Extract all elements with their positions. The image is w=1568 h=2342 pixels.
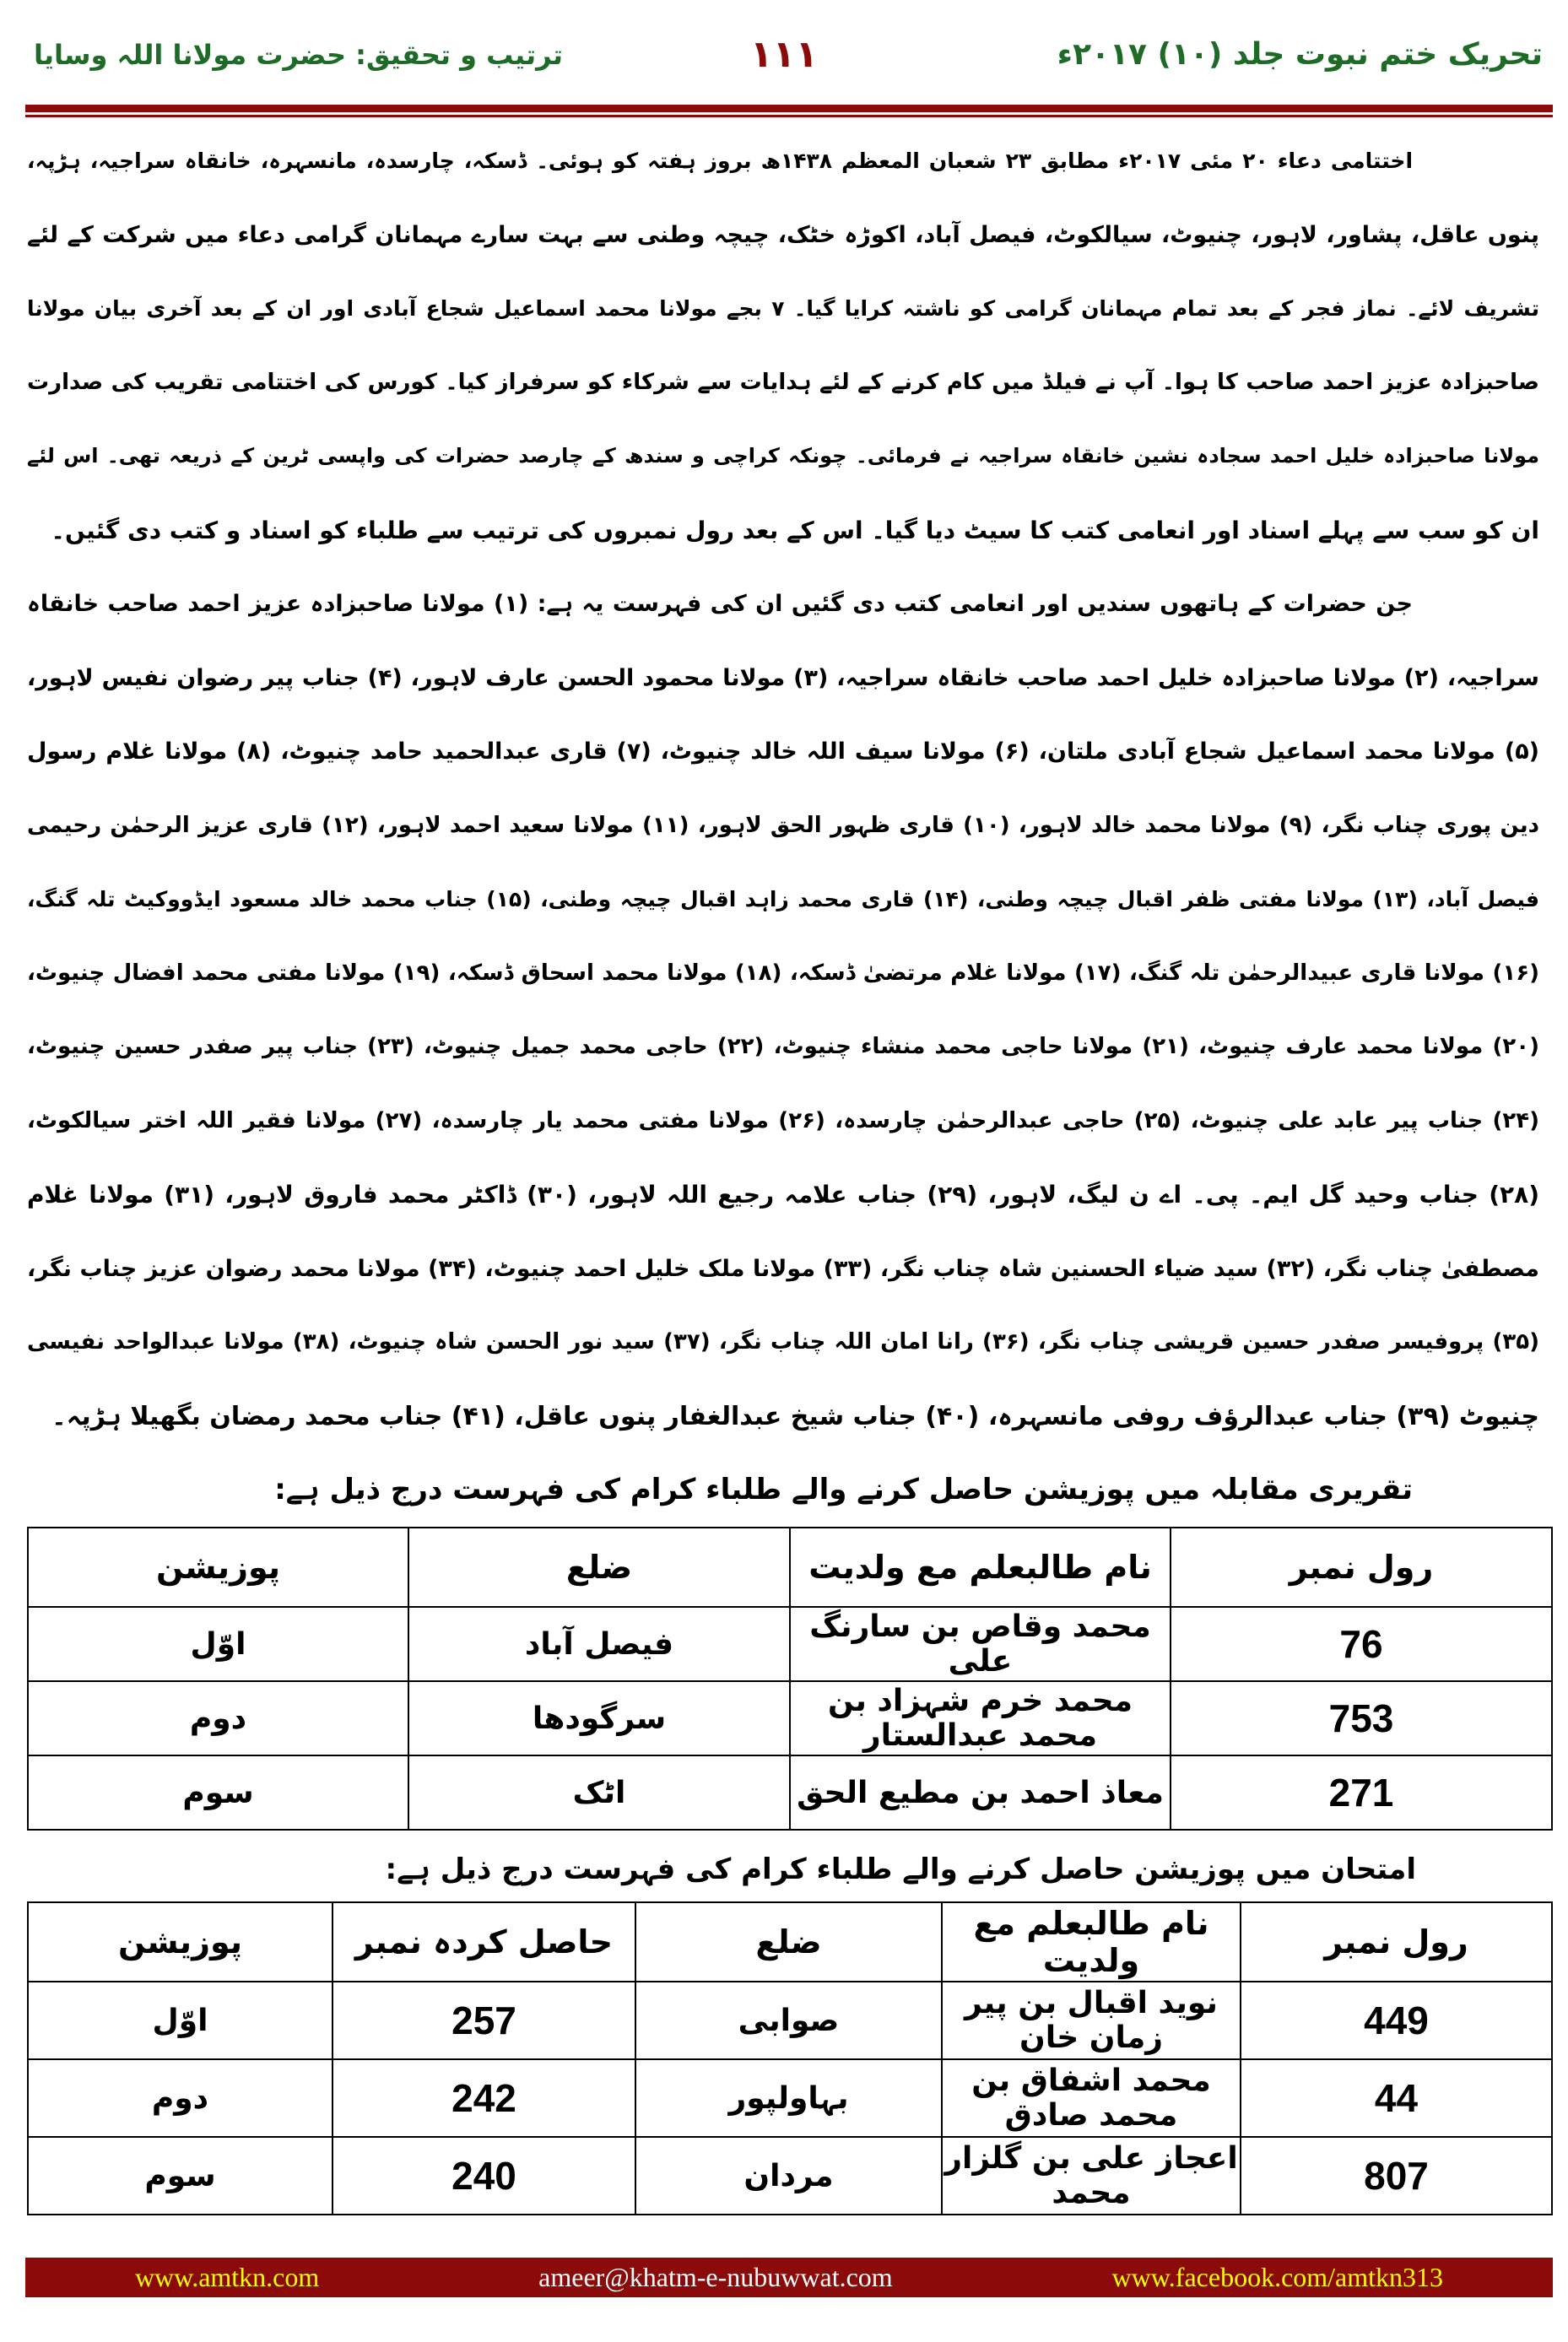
roll-number: 807	[1241, 2137, 1552, 2215]
student-name: اعجاز علی بن گلزار محمد	[942, 2137, 1241, 2215]
header-student-name: نام طالبعلم مع ولدیت	[942, 1902, 1241, 1982]
text-line: اختتامی دعاء ۲۰ مئی ۲۰۱۷ء مطابق ۲۳ شعبان المعظم ۱۴۳۸ھ بروز ہفتہ کو ہوئی۔ ڈسکہ، چارسدہ، مانسہرہ، خانقاہ سراجیہ، ہڑپہ،	[27, 149, 1414, 173]
roll-number: 44	[1241, 2059, 1552, 2137]
header-position: پوزیشن	[28, 1902, 333, 1982]
exam-results-table	[27, 1901, 1553, 2215]
text-line: صاحبزادہ عزیز احمد صاحب کا ہوا۔ آپ نے فیلڈ میں کام کرنے کے لئے ہدایات سے شرکاء کو سرفراز کیا۔ کورس کی اختتامی تقریب کی صدارت	[27, 369, 1539, 395]
text-line: (۲۰) مولانا محمد عارف چنیوٹ، (۲۱) مولانا حاجی محمد منشاء چنیوٹ، (۲۲) حاجی محمد جمیل چنیوٹ، (۲۳) جناب پیر صفدر حسین چنیوٹ،	[27, 1034, 1539, 1059]
journal-title: تحریک ختم نبوت جلد (۱۰) ۲۰۱۷ء	[1057, 37, 1543, 72]
student-name: معاذ احمد بن مطیع الحق	[790, 1755, 1171, 1830]
text-line: (۲۸) جناب وحید گل ایم۔ پی۔ اے ن لیگ، لاہور، (۲۹) جناب علامہ رجیع اللہ لاہور، (۳۰) ڈاکٹر محمد فاروق لاہور، (۳۱) مولانا غلام	[27, 1181, 1539, 1209]
roll-number: 76	[1171, 1607, 1552, 1681]
district: مردان	[635, 2137, 942, 2215]
position: سوم	[28, 1755, 408, 1830]
text-line: (۳۵) پروفیسر صفدر حسین قریشی چناب نگر، (۳۶) رانا امان اللہ چناب نگر، (۳۷) سید نور الحسن شاہ چنیوٹ، (۳۸) مولانا عبدالواحد نفیسی	[27, 1329, 1539, 1355]
marks: 242	[333, 2059, 635, 2137]
table-row	[28, 1607, 1552, 1681]
roll-number: 271	[1171, 1755, 1552, 1830]
position: سوم	[28, 2137, 333, 2215]
table-row	[28, 1681, 1552, 1755]
facebook-link[interactable]: www.facebook.com/amtkn313	[1111, 2262, 1444, 2292]
position: دوم	[28, 2059, 333, 2137]
text-line: مولانا صاحبزادہ خلیل احمد سجادہ نشین خانقاہ سراجیہ نے فرمائی۔ چونکہ کراچی و سندھ کے چارصد حضرات کی واپسی ٹرین کے ذریعہ تھی۔ اس لئے	[27, 444, 1539, 468]
website-link[interactable]: www.amtkn.com	[134, 2262, 320, 2292]
table-row	[28, 2059, 1552, 2137]
speech-table-intro: تقریری مقابلہ میں پوزیشن حاصل کرنے والے طلباء کرام کی فہرست درج ذیل ہے:	[274, 1473, 1413, 1506]
marks: 257	[333, 1982, 635, 2059]
position: اوّل	[28, 1607, 408, 1681]
student-name: محمد وقاص بن سارنگ علی	[790, 1607, 1171, 1681]
text-line: (۵) مولانا محمد اسماعیل شجاع آبادی ملتان، (۶) مولانا سیف اللہ خالد چنیوٹ، (۷) قاری عبدالحمید حامد چنیوٹ، (۸) مولانا غلام رسول	[27, 738, 1539, 765]
roll-number: 753	[1171, 1681, 1552, 1755]
district: صوابی	[635, 1982, 942, 2059]
position: دوم	[28, 1681, 408, 1755]
text-line: ان کو سب سے پہلے اسناد اور انعامی کتب کا سیٹ دیا گیا۔ اس کے بعد رول نمبروں کی ترتیب سے طلباء کو اسناد و کتب دی گئیں۔	[51, 516, 1539, 544]
header-roll-number: رول نمبر	[1241, 1902, 1552, 1982]
header-position: پوزیشن	[28, 1528, 408, 1607]
text-line: (۲۴) جناب پیر عابد علی چنیوٹ، (۲۵) حاجی عبدالرحمٰن چارسدہ، (۲۶) مولانا مفتی محمد یار چارسدہ، (۲۷) مولانا فقیر اللہ اختر سیالکوٹ،	[27, 1107, 1539, 1133]
text-line: جن حضرات کے ہاتھوں سندیں اور انعامی کتب دی گئیں ان کی فہرست یہ ہے: (۱) مولانا صاحبزادہ عزیز احمد صاحب خانقاہ	[27, 591, 1413, 617]
text-line: مصطفیٰ چناب نگر، (۳۲) سید ضیاء الحسنین شاہ چناب نگر، (۳۳) مولانا ملک خلیل احمد چنیوٹ، (۳۴) مولانا محمد رضوان عزیز چناب نگر،	[27, 1255, 1539, 1282]
student-name: نوید اقبال بن پیر زمان خان	[942, 1982, 1241, 2059]
table-row	[28, 1755, 1552, 1830]
text-line: چنیوٹ (۳۹) جناب عبدالرؤف روفی مانسہرہ، (۴۰) جناب شیخ عبدالغفار پنوں عاقل، (۴۱) جناب محمد رمضان بگھیلا ہڑپہ۔	[51, 1401, 1539, 1431]
table-row	[28, 2137, 1552, 2215]
header-district: ضلع	[635, 1902, 942, 1982]
text-line: (۱۶) مولانا قاری عبیدالرحمٰن تلہ گنگ، (۱۷) مولانا غلام مرتضیٰ ڈسکہ، (۱۸) مولانا محمد اسحاق ڈسکہ، (۱۹) مولانا مفتی محمد افضال چنیوٹ،	[27, 960, 1539, 986]
compiler-credit: ترتیب و تحقیق: حضرت مولانا اللہ وسایا	[34, 39, 564, 71]
student-name: محمد اشفاق بن محمد صادق	[942, 2059, 1241, 2137]
header-marks: حاصل کردہ نمبر	[333, 1902, 635, 1982]
table-header-row	[28, 1528, 1552, 1607]
speech-competition-table	[27, 1527, 1553, 1831]
marks: 240	[333, 2137, 635, 2215]
text-line: تشریف لائے۔ نماز فجر کے بعد تمام مہمانان گرامی کو ناشتہ کرایا گیا۔ ۷ بجے مولانا محمد اسماعیل شجاع آبادی اور ان کے بعد آخری بیان مولانا	[27, 296, 1539, 321]
table-row	[28, 1982, 1552, 2059]
header-rule-thin	[25, 115, 1553, 117]
district: اٹک	[408, 1755, 790, 1830]
header-district: ضلع	[408, 1528, 790, 1607]
header-student-name: نام طالبعلم مع ولدیت	[790, 1528, 1171, 1607]
text-line: دین پوری چناب نگر، (۹) مولانا محمد خالد لاہور، (۱۰) قاری ظہور الحق لاہور، (۱۱) مولانا سعید احمد لاہور، (۱۲) قاری عزیز الرحمٰن رحیمی	[27, 812, 1539, 838]
footer-bar	[25, 2258, 1553, 2297]
position: اوّل	[28, 1982, 333, 2059]
roll-number: 449	[1241, 1982, 1552, 2059]
table-header-row	[28, 1902, 1552, 1982]
text-line: سراجیہ، (۲) مولانا صاحبزادہ خلیل احمد صاحب خانقاہ سراجیہ، (۳) مولانا محمود الحسن عارف لاہور، (۴) جناب پیر رضوان نفیس لاہور،	[27, 664, 1539, 691]
district: فیصل آباد	[408, 1607, 790, 1681]
district: بہاولپور	[635, 2059, 942, 2137]
text-line: پنوں عاقل، پشاور، لاہور، چنیوٹ، سیالکوٹ، فیصل آباد، اکوڑہ خٹک، چیچہ وطنی سے بہت سارے مہمانان گرامی دعاء میں شرکت کے لئے	[27, 221, 1539, 248]
page-number: ۱۱۱	[749, 33, 819, 76]
header-roll-number: رول نمبر	[1171, 1528, 1552, 1607]
student-name: محمد خرم شہزاد بن محمد عبدالستار	[790, 1681, 1171, 1755]
district: سرگودھا	[408, 1681, 790, 1755]
email-link[interactable]: ameer@khatm-e-nubuwwat.com	[538, 2262, 893, 2292]
header-rule	[25, 105, 1553, 112]
text-line: فیصل آباد، (۱۳) مولانا مفتی ظفر اقبال چیچہ وطنی، (۱۴) قاری محمد زاہد اقبال چیچہ وطنی، (۱۵) جناب محمد خالد مسعود ایڈووکیٹ تلہ گنگ،	[27, 887, 1539, 911]
exam-table-intro: امتحان میں پوزیشن حاصل کرنے والے طلباء کرام کی فہرست درج ذیل ہے:	[385, 1853, 1416, 1886]
article-body	[27, 124, 1539, 1528]
